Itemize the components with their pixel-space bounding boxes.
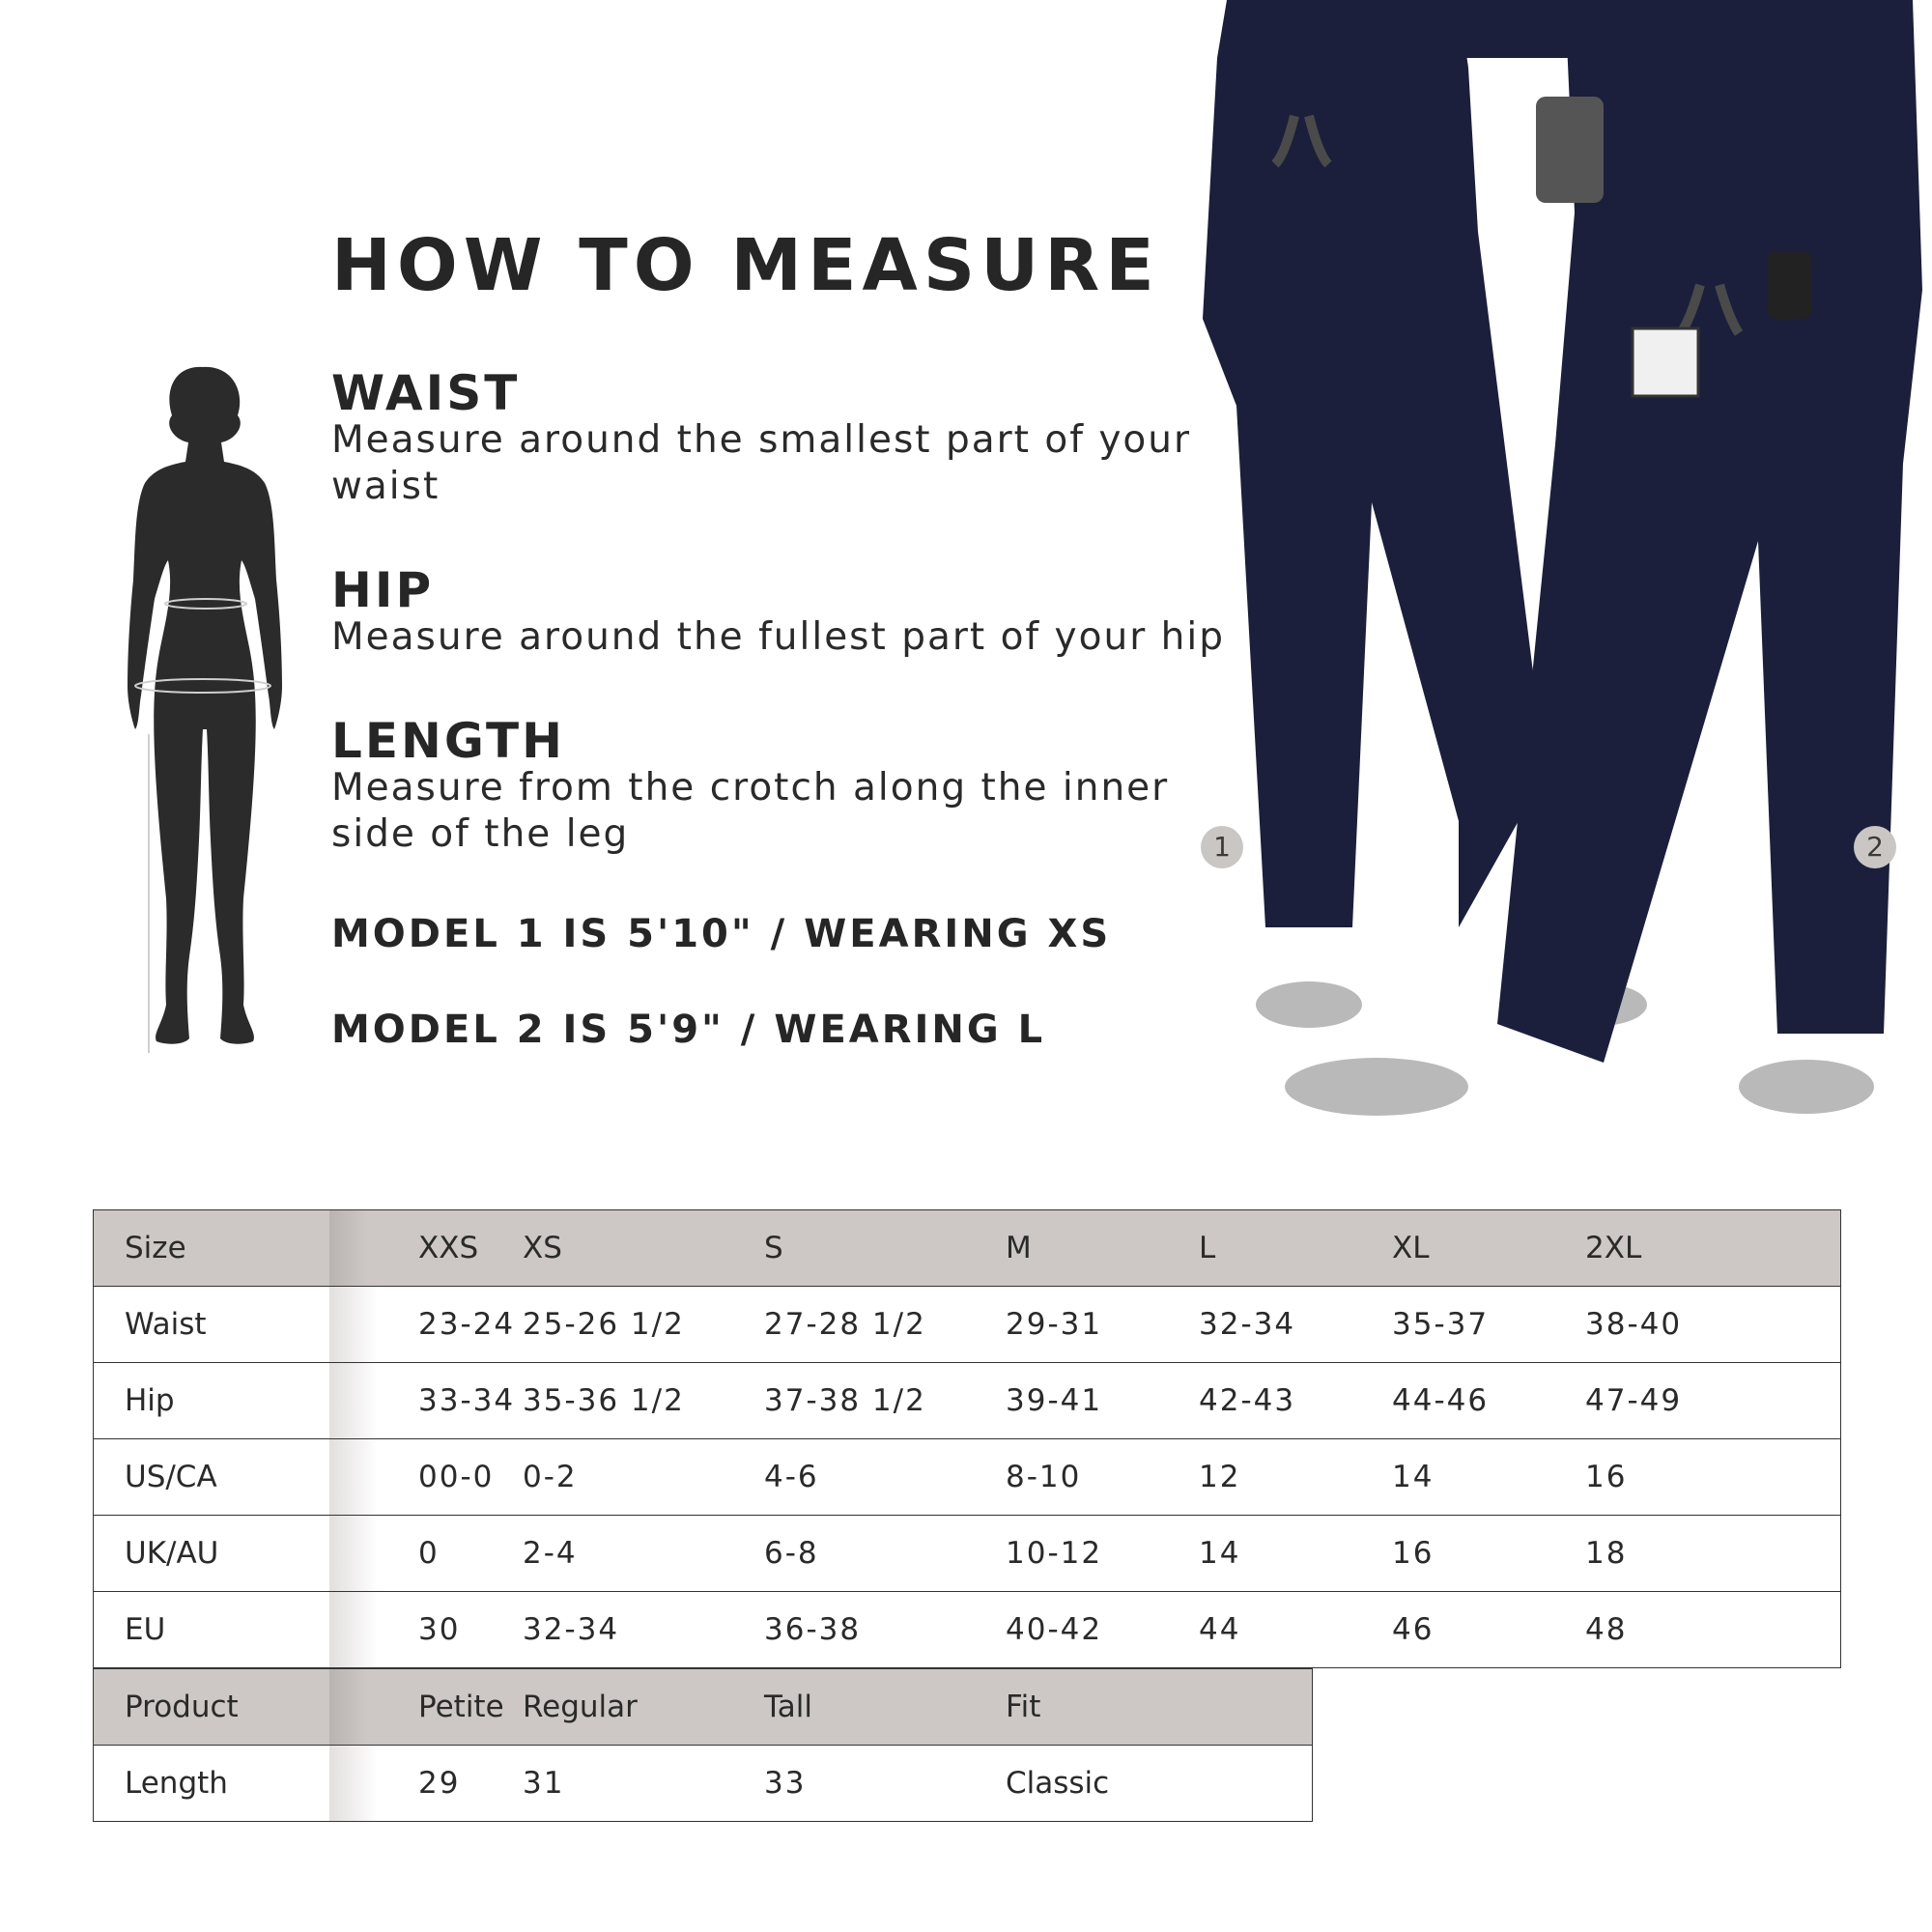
table-header-cell: Fit (1006, 1669, 1313, 1746)
table-cell: 31 (523, 1746, 764, 1822)
row-label: Hip (94, 1363, 330, 1439)
table-cell: 30 (418, 1612, 461, 1647)
model-1-badge: 1 (1201, 826, 1243, 868)
table-cell: 25-26 1/2 (523, 1287, 764, 1363)
table-cell: Classic (1006, 1746, 1313, 1822)
table-cell: 0 (418, 1536, 440, 1571)
table-header-cell: Regular (523, 1669, 764, 1746)
table-cell: 27-28 1/2 (764, 1287, 1006, 1363)
size-header-row (94, 1210, 1841, 1287)
table-cell: 4-6 (764, 1439, 1006, 1516)
table-cell: 37-38 1/2 (764, 1363, 1006, 1439)
table-header-cell: Tall (764, 1669, 1006, 1746)
table-header-cell: Size (94, 1210, 330, 1287)
model-2-badge: 2 (1854, 826, 1896, 868)
table-cell: 42-43 (1199, 1363, 1392, 1439)
table-header-cell: Product (94, 1669, 330, 1746)
table-row (94, 1363, 1841, 1439)
table-cell: 33 (764, 1746, 1006, 1822)
waist-heading: WAIST (331, 365, 521, 421)
table-cell: 29 (418, 1766, 461, 1801)
length-header-row (94, 1669, 1313, 1746)
table-cell: 32-34 (1199, 1287, 1392, 1363)
table-cell: 18 (1585, 1516, 1841, 1592)
table-cell: 23-24 (418, 1307, 516, 1342)
length-chart-table (93, 1668, 1313, 1822)
models-photo (1140, 0, 1932, 1159)
table-row (94, 1516, 1841, 1592)
table-cell: 10-12 (1006, 1516, 1199, 1592)
table-cell: 14 (1199, 1516, 1392, 1592)
table-cell: 14 (1392, 1439, 1585, 1516)
table-row (94, 1287, 1841, 1363)
table-header-cell: XXS (418, 1231, 479, 1265)
table-cell: 39-41 (1006, 1363, 1199, 1439)
length-description: Measure from the crotch along the inner side of the leg (331, 766, 1170, 856)
table-row (94, 1746, 1313, 1822)
hip-heading: HIP (331, 562, 435, 618)
model-1-info: MODEL 1 IS 5'10" / WEARING XS (331, 912, 1112, 956)
table-cell: 33-34 (418, 1383, 516, 1418)
table-cell: 48 (1585, 1592, 1841, 1668)
table-cell: 44 (1199, 1592, 1392, 1668)
table-cell: 8-10 (1006, 1439, 1199, 1516)
table-header-cell: 2XL (1585, 1210, 1841, 1287)
length-heading: LENGTH (331, 713, 565, 769)
model-2-info: MODEL 2 IS 5'9" / WEARING L (331, 1008, 1046, 1052)
table-header-cell: L (1199, 1210, 1392, 1287)
size-chart-table (93, 1209, 1841, 1668)
row-label: Length (94, 1746, 330, 1822)
row-label: EU (94, 1592, 330, 1668)
table-cell: 44-46 (1392, 1363, 1585, 1439)
hip-description: Measure around the fullest part of your hip (331, 615, 1225, 659)
waist-description: Measure around the smallest part of your waist (331, 418, 1192, 508)
table-cell: 36-38 (764, 1592, 1006, 1668)
page-title: HOW TO MEASURE (331, 224, 1160, 307)
table-cell: 0-2 (523, 1439, 764, 1516)
table-row (94, 1439, 1841, 1516)
table-cell: 35-37 (1392, 1287, 1585, 1363)
row-label: US/CA (94, 1439, 330, 1516)
table-cell: 16 (1392, 1516, 1585, 1592)
table-cell: 6-8 (764, 1516, 1006, 1592)
body-silhouette-figure (106, 357, 319, 1063)
table-cell: 32-34 (523, 1592, 764, 1668)
table-cell: 40-42 (1006, 1592, 1199, 1668)
table-cell: 46 (1392, 1592, 1585, 1668)
table-cell: 2-4 (523, 1516, 764, 1592)
row-label: UK/AU (94, 1516, 330, 1592)
table-header-cell: M (1006, 1210, 1199, 1287)
table-cell: 29-31 (1006, 1287, 1199, 1363)
table-cell: 35-36 1/2 (523, 1363, 764, 1439)
table-header-cell: XS (523, 1210, 764, 1287)
table-cell: 38-40 (1585, 1287, 1841, 1363)
table-cell: 16 (1585, 1439, 1841, 1516)
table-cell: 12 (1199, 1439, 1392, 1516)
row-label: Waist (94, 1287, 330, 1363)
table-header-cell: XL (1392, 1210, 1585, 1287)
table-header-cell: Petite (418, 1690, 504, 1724)
table-header-cell: S (764, 1210, 1006, 1287)
table-cell: 47-49 (1585, 1363, 1841, 1439)
table-row (94, 1592, 1841, 1668)
table-cell: 00-0 (418, 1460, 495, 1494)
